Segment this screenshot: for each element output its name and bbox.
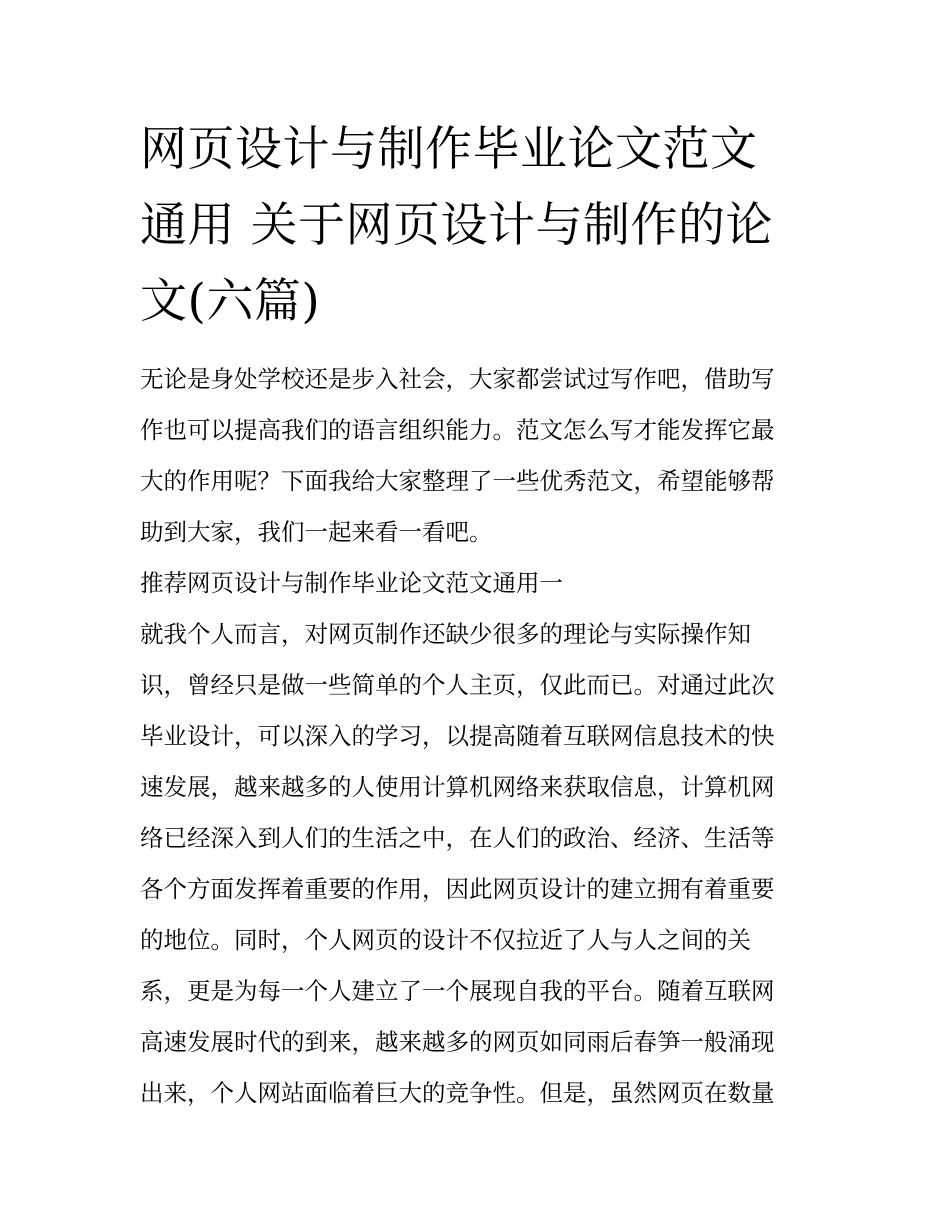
body-paragraph bbox=[140, 609, 816, 1119]
text-line: 就我个人而言，对网页制作还缺少很多的理论与实际操作知 bbox=[140, 620, 751, 648]
text-line: 系，更是为每一个人建立了一个展现自我的平台。随着互联网 bbox=[140, 977, 775, 1005]
text-line: 作也可以提高我们的语言组织能力。范文怎么写才能发挥它最 bbox=[140, 416, 775, 444]
text-line: 毕业设计，可以深入的学习，以提高随着互联网信息技术的快 bbox=[140, 722, 775, 750]
section-heading bbox=[140, 558, 816, 609]
text-line: 助到大家，我们一起来看一看吧。 bbox=[140, 518, 493, 546]
document-page bbox=[140, 112, 816, 1119]
text-line: 各个方面发挥着重要的作用，因此网页设计的建立拥有着重要 bbox=[140, 875, 775, 903]
text-line: 识，曾经只是做一些简单的个人主页，仅此而已。对通过此次 bbox=[140, 671, 775, 699]
text-line: 无论是身处学校还是步入社会，大家都尝试过写作吧，借助写 bbox=[140, 365, 775, 393]
text-line: 的地位。同时，个人网页的设计不仅拉近了人与人之间的关 bbox=[140, 926, 751, 954]
title-line: 网页设计与制作毕业论文范文 bbox=[140, 122, 758, 177]
text-line: 速发展，越来越多的人使用计算机网络来获取信息，计算机网 bbox=[140, 773, 775, 801]
text-line: 大的作用呢？下面我给大家整理了一些优秀范文，希望能够帮 bbox=[140, 467, 775, 495]
intro-paragraph bbox=[140, 354, 816, 558]
text-line: 出来，个人网站面临着巨大的竞争性。但是，虽然网页在数量 bbox=[140, 1079, 775, 1107]
title-line: 通用 关于网页设计与制作的论 bbox=[140, 198, 773, 253]
section-heading-text: 推荐网页设计与制作毕业论文范文通用一 bbox=[140, 569, 563, 597]
title-line: 文(六篇) bbox=[140, 274, 321, 329]
document-title bbox=[140, 112, 816, 340]
text-line: 高速发展时代的到来，越来越多的网页如同雨后春笋一般涌现 bbox=[140, 1028, 775, 1056]
text-line: 络已经深入到人们的生活之中，在人们的政治、经济、生活等 bbox=[140, 824, 775, 852]
